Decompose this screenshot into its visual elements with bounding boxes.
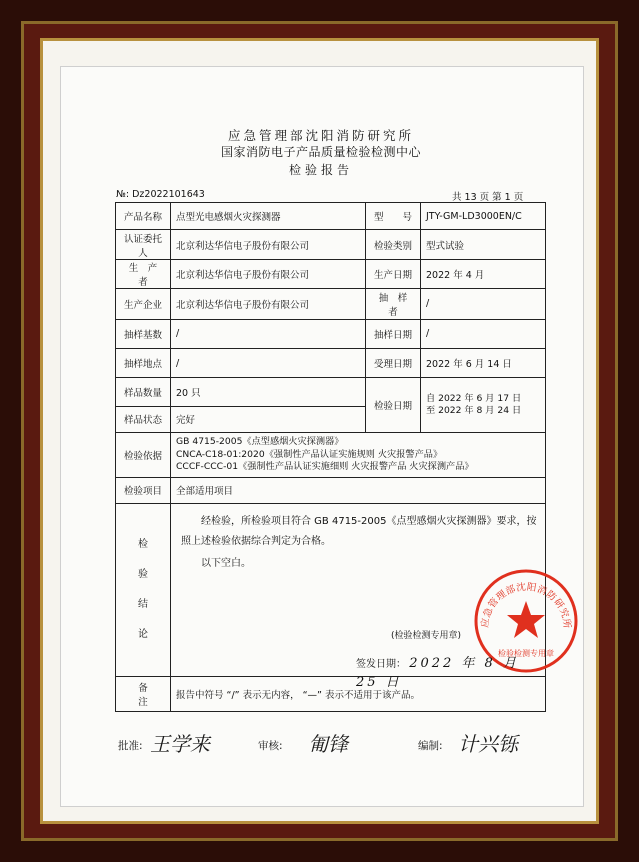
table-row	[116, 203, 546, 230]
review-signature: 匍锋	[308, 732, 348, 756]
conclusion-text: 经检验，所检验项目符合 GB 4715-2005《点型感烟火灾探测器》要求，按照上述检验依据综合判定为合格。	[181, 516, 537, 548]
blank-below-note: 以下空白。	[201, 558, 251, 570]
center-title: 国家消防电子产品质量检验检测中心	[220, 145, 421, 159]
sample-base-value: /	[171, 319, 366, 348]
sample-base-label: 抽样基数	[116, 319, 171, 348]
stamp-label: (检验检测专用章)	[391, 631, 462, 642]
approve-label: 批准:	[118, 740, 143, 752]
sampler-value: /	[421, 289, 546, 319]
prod-date-label: 生产日期	[366, 259, 421, 288]
report-table	[115, 202, 573, 712]
table-row	[116, 230, 546, 259]
remarks-label-char: 备	[138, 683, 148, 695]
conclusion-label-char: 验	[138, 569, 148, 581]
prod-date-value: 2022 年 4 月	[421, 259, 546, 288]
table-row	[116, 433, 546, 478]
approve-signature: 王学来	[150, 732, 210, 756]
conclusion-label-char: 结	[138, 599, 148, 611]
test-type-label: 检验类别	[366, 230, 421, 259]
table-row	[116, 477, 546, 503]
sample-qty-label: 样品数量	[116, 378, 171, 406]
client-value: 北京利达华信电子股份有限公司	[171, 230, 366, 259]
basis-value	[171, 433, 546, 478]
remarks-label	[116, 677, 171, 712]
accept-date-label: 受理日期	[366, 348, 421, 377]
sample-state-label: 样品状态	[116, 406, 171, 432]
sample-qty-value: 20 只	[171, 378, 366, 406]
conclusion-label-char: 检	[138, 539, 148, 551]
model-label: 型 号	[366, 203, 421, 230]
basis-label: 检验依据	[116, 433, 171, 478]
sample-date-value: /	[421, 319, 546, 348]
compile-label: 编制:	[418, 740, 443, 752]
factory-value: 北京利达华信电子股份有限公司	[171, 289, 366, 319]
table-row	[116, 289, 546, 319]
seal-sub-text: 检验检测专用章	[498, 649, 554, 659]
sample-state-value: 完好	[171, 406, 366, 432]
sign-date	[356, 652, 545, 690]
conclusion-label-char: 论	[138, 629, 148, 641]
test-date-to: 至 2022 年 8 月 24 日	[426, 405, 522, 417]
sign-date-value: 2022 年 8 月 25 日	[356, 656, 519, 691]
table-row	[116, 319, 546, 348]
basis-line: CNCA-C18-01:2020《强制性产品认证实施规则 火灾报警产品》	[176, 448, 443, 460]
table-row	[116, 348, 546, 377]
table-row	[116, 259, 546, 288]
remarks-value: 报告中符号 “/” 表示无内容， “—” 表示不适用于该产品。	[171, 677, 546, 712]
sign-date-label: 签发日期：	[356, 659, 406, 671]
factory-label: 生产企业	[116, 289, 171, 319]
basis-line: GB 4715-2005《点型感烟火灾探测器》	[176, 436, 344, 448]
product-name-label: 产品名称	[116, 203, 171, 230]
sample-date-label: 抽样日期	[366, 319, 421, 348]
sampler-label: 抽 样 者	[366, 289, 421, 319]
doc-title: 检验报告	[288, 163, 353, 177]
report-number: №: Dz2022101643	[116, 189, 205, 200]
client-label: 认证委托人	[116, 230, 171, 259]
producer-value: 北京利达华信电子股份有限公司	[171, 259, 366, 288]
sample-place-label: 抽样地点	[116, 348, 171, 377]
compile-signature: 计兴铄	[458, 732, 518, 756]
institute-title: 应急管理部沈阳消防研究所	[227, 128, 414, 143]
product-name-value: 点型光电感烟火灾探测器	[171, 203, 366, 230]
remarks-label-char: 注	[138, 697, 148, 709]
basis-line: CCCF-CCC-01《强制性产品认证实施细则 火灾报警产品 火灾探测产品》	[176, 461, 474, 473]
conclusion-cell	[171, 504, 573, 691]
review-label: 审核:	[258, 740, 283, 752]
conclusion-label	[116, 504, 171, 677]
model-value: JTY-GM-LD3000EN/C	[421, 203, 546, 230]
items-value: 全部适用项目	[171, 477, 546, 503]
producer-label: 生 产 者	[116, 259, 171, 288]
table-row	[116, 504, 546, 677]
seal-text: 应急管理部沈阳消防研究所	[479, 581, 573, 630]
accept-date-value: 2022 年 6 月 14 日	[421, 348, 546, 377]
table-row	[116, 378, 546, 406]
test-type-value: 型式试验	[421, 230, 546, 259]
test-date-value	[421, 378, 546, 433]
page-count: 共 13 页 第 1 页	[452, 192, 524, 203]
sample-place-value: /	[171, 348, 366, 377]
items-label: 检验项目	[116, 477, 171, 503]
test-date-from: 自 2022 年 6 月 17 日	[426, 392, 522, 404]
test-date-label: 检验日期	[366, 378, 421, 433]
